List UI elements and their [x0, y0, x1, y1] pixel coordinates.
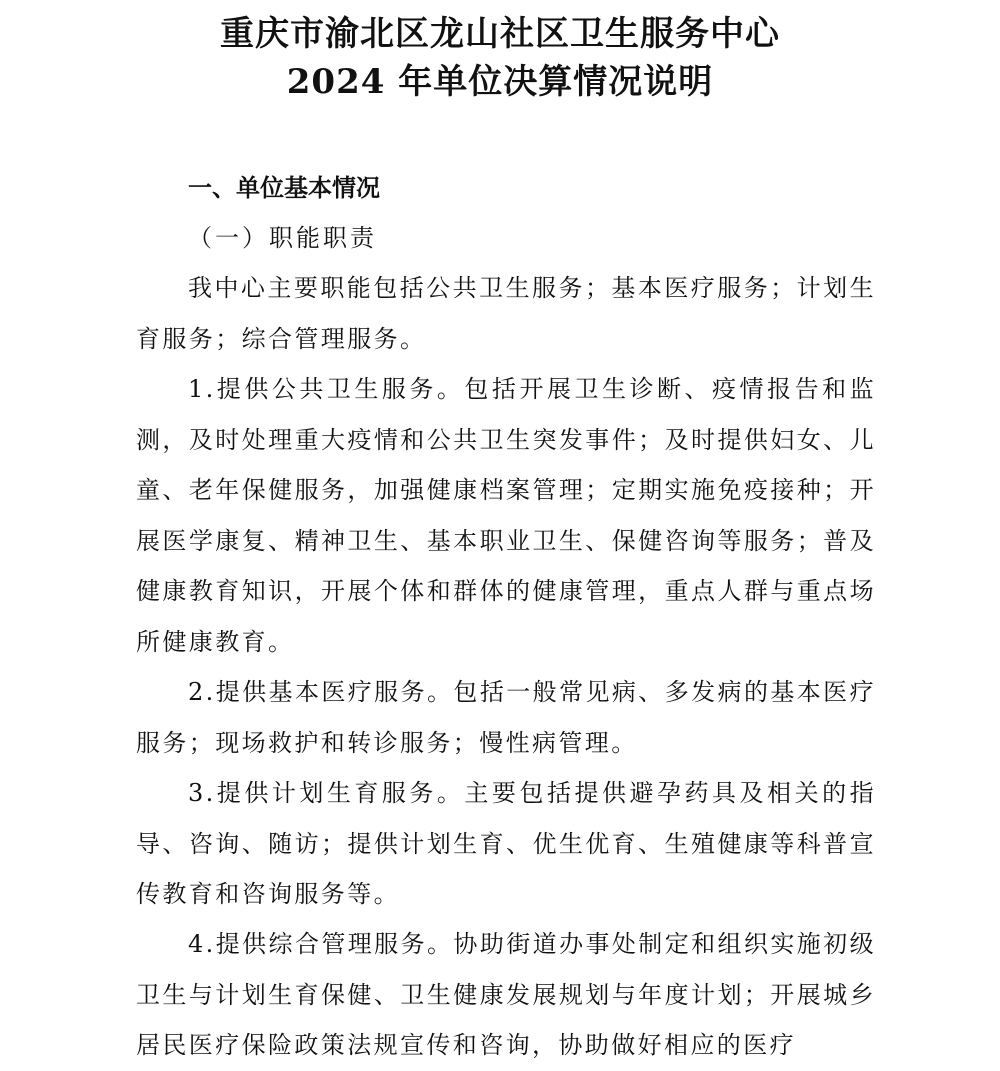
intro-paragraph: 我中心主要职能包括公共卫生服务；基本医疗服务；计划生育服务；综合管理服务。 [136, 274, 876, 353]
sub-heading: （一）职能职责 [188, 224, 377, 252]
paragraph-public-health: 1.提供公共卫生服务。包括开展卫生诊断、疫情报告和监测，及时处理重大疫情和公共卫生突发事件；及时提供妇女、儿童、老年保健服务，加强健康档案管理；定期实施免疫接种；开展医学康复、精神卫生、基本职业卫生、保健咨询等服务；普及健康教育知识，开展个体和群体的健康管理，重点人群与重点场所健康教育。 [136, 375, 876, 656]
document-title-line-1: 重庆市渝北区龙山社区卫生服务中心 [220, 14, 780, 54]
paragraph-comprehensive-management: 4.提供综合管理服务。协助街道办事处制定和组织实施初级卫生与计划生育保健、卫生健康发展规划与年度计划；开展城乡居民医疗保险政策法规宣传和咨询，协助做好相应的医疗 [136, 930, 876, 1059]
section-heading: 一、单位基本情况 [188, 173, 380, 202]
document-title-line-2: 2024 年单位决算情况说明 [286, 62, 714, 102]
paragraph-family-planning: 3.提供计划生育服务。主要包括提供避孕药具及相关的指导、咨询、随访；提供计划生育、优生优育、生殖健康等科普宣传教育和咨询服务等。 [136, 779, 876, 908]
paragraph-basic-medical: 2.提供基本医疗服务。包括一般常见病、多发病的基本医疗服务；现场救护和转诊服务；慢性病管理。 [136, 678, 876, 757]
